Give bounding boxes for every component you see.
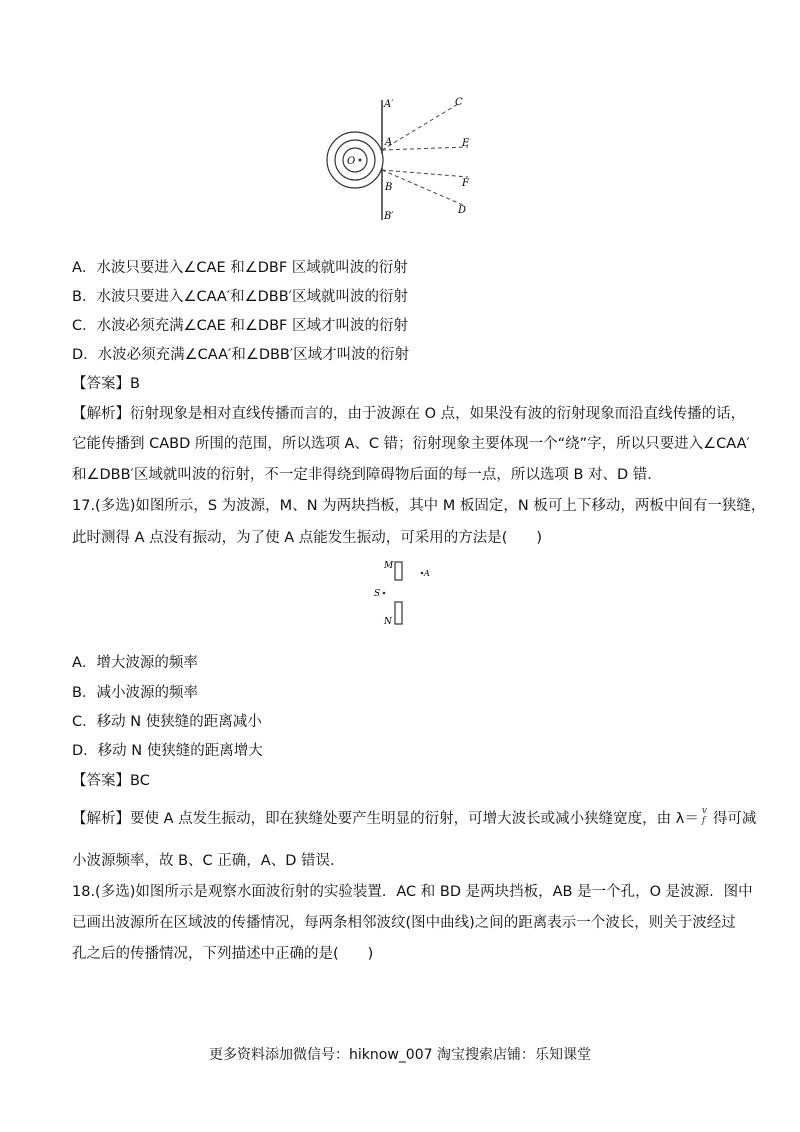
q16-option-b: B．水波只要进入∠CAA′和∠DBB′区域就叫波的衍射: [72, 289, 408, 305]
diffraction-figure: [318, 92, 488, 222]
q17-analysis-pre: 【解析】要使 A 点发生振动，即在狭缝处要产生明显的衍射，可增大波长或减小狭缝宽度，由 λ＝: [72, 811, 699, 827]
q17-stem-line1: 17.(多选)如图所示，S 为波源，M、N 为两块挡板，其中 M 板固定，N 板可上下移动，两板中间有一狭缝，: [72, 498, 766, 514]
q16-answer: 【答案】B: [72, 376, 140, 392]
q16-analysis-line3: 和∠DBB′区域就叫波的衍射，不一定非得绕到障碍物后面的每一点，所以选项 B 对、D 错．: [72, 467, 662, 483]
label-N: N: [384, 617, 392, 627]
label-D: D: [458, 205, 467, 216]
q17-analysis-post: 得可减: [712, 811, 757, 827]
label-C: C: [455, 97, 463, 108]
label-M: M: [384, 561, 394, 571]
page-footer: 更多资料添加微信号：hiknow_007 淘宝搜索店铺：乐知课堂: [209, 1047, 591, 1063]
label-A-prime: A′: [384, 99, 394, 110]
source-point-O: [359, 159, 362, 162]
lambda-fraction: [699, 806, 713, 829]
q16-option-d: D．水波必须充满∠CAA′和∠DBB′区域才叫波的衍射: [72, 347, 410, 363]
point-A-dot: [421, 572, 424, 575]
q16-option-a: A．水波只要进入∠CAE 和∠DBF 区域就叫波的衍射: [72, 260, 408, 276]
q17-analysis-line2: 小波源频率，故 B、C 正确，A、D 错误．: [72, 853, 345, 869]
plate-N: [395, 602, 402, 624]
q17-option-c: C．移动 N 使狭缝的距离减小: [72, 714, 262, 730]
ray-AE: [382, 147, 468, 150]
q17-option-a: A．增大波源的频率: [72, 655, 198, 671]
q17-option-b: B．减小波源的频率: [72, 685, 198, 701]
label-B: B: [385, 182, 393, 193]
label-E: E: [462, 138, 470, 149]
label-A: A: [385, 137, 393, 148]
q17-option-d: D．移动 N 使狭缝的距离增大: [72, 743, 263, 759]
slit-figure: [370, 558, 440, 630]
fraction-denominator: f: [701, 816, 706, 826]
ray-BD: [382, 170, 463, 205]
fraction-numerator: v: [701, 806, 707, 816]
label-O: O: [347, 156, 356, 167]
plate-M: [395, 562, 402, 580]
ray-AC: [382, 104, 458, 150]
q16-analysis-line1: 【解析】衍射现象是相对直线传播而言的，由于波源在 O 点，如果没有波的衍射现象而沿直线传播的话，: [72, 406, 746, 422]
label-A-17: A: [424, 569, 430, 578]
label-S: S: [374, 589, 381, 599]
q18-stem-line2: 已画出波源所在区域波的传播情况，每两条相邻波纹(图中曲线)之间的距离表示一个波长，则关于波经过: [72, 915, 736, 931]
q18-stem-line1: 18.(多选)如图所示是观察水面波衍射的实验装置．AC 和 BD 是两块挡板，AB 是一个孔，O 是波源．图中: [72, 884, 753, 900]
q17-stem-line2: 此时测得 A 点没有振动，为了使 A 点能发生振动，可采用的方法是( ): [72, 530, 543, 546]
q17-analysis-line1: [72, 806, 757, 829]
label-B-prime: B′: [384, 211, 394, 222]
q18-stem-line3: 孔之后的传播情况，下列描述中正确的是( ): [72, 946, 374, 962]
q16-option-c: C．水波必须充满∠CAE 和∠DBF 区域才叫波的衍射: [72, 318, 408, 334]
q16-analysis-line2: 它能传播到 CABD 所围的范围，所以选项 A、C 错；衍射现象主要体现一个“绕”字，所以只要进入∠CAA′: [72, 436, 750, 452]
label-F: F: [462, 178, 469, 189]
source-point-S: [383, 592, 386, 595]
q17-answer: 【答案】BC: [72, 773, 150, 789]
